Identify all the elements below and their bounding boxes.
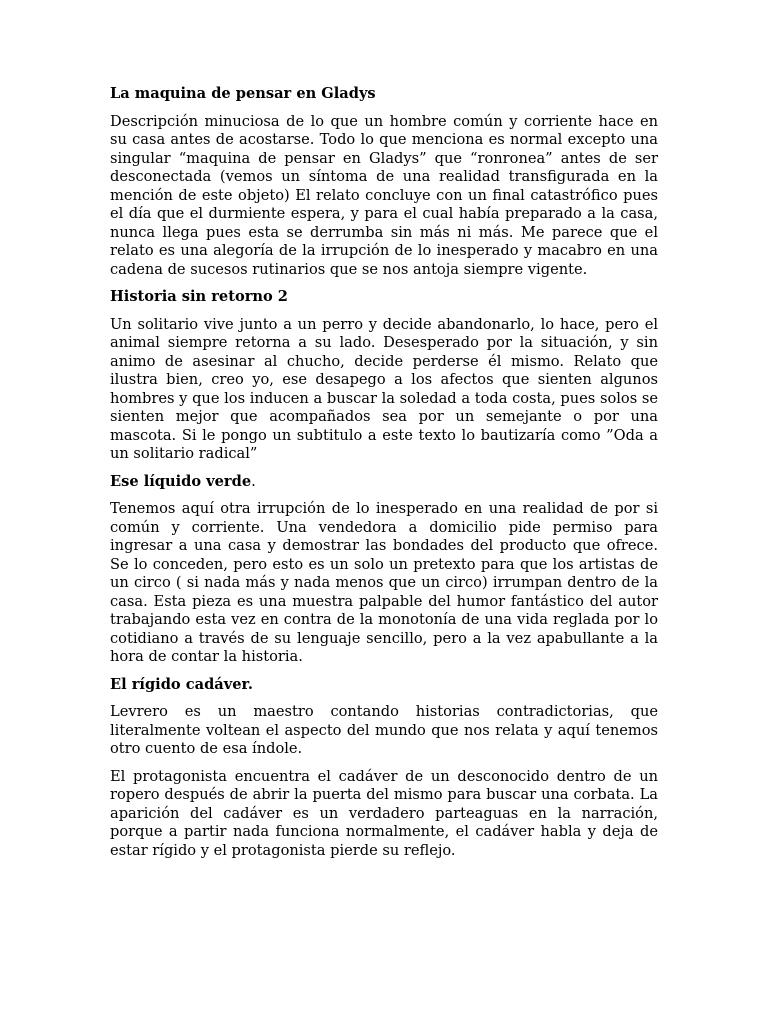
document-body <box>110 85 658 869</box>
paragraph-historia-sin-retorno: Un solitario vive junto a un perro y decide abandonarlo, lo hace, pero el animal siempre retorna a su lado. Desesperado por la situación, y sin animo de asesinar al chucho, decide perderse él mismo. Relato que ilustra bien, creo yo, ese desapego a los afectos que sienten algunos hombres y que los inducen a buscar la soledad a toda costa, pues solos se sienten mejor que acompañados sea por un semejante o por una mascota. Si le pongo un subtitulo a este texto lo bautizaría como ”Oda a un solitario radical” <box>110 315 658 462</box>
paragraph-liquido-verde: Tenemos aquí otra irrupción de lo inesperado en una realidad de por si común y corriente. Una vendedora a domicilio pide permiso para ingresar a una casa y demostrar las bondades del producto que ofrece. Se lo conceden, pero esto es un solo un pretexto para que los artistas de un circo ( si nada más y nada menos que un circo) irrumpan dentro de la casa. Esta pieza es una muestra palpable del humor fantástico del autor trabajando esta vez en contra de la monotonía de una vida reglada por lo cotidiano a través de su lenguaje sencillo, pero a la vez apabullante a la hora de contar la historia. <box>110 500 658 665</box>
heading-text: El rígido cadáver. <box>110 675 253 693</box>
section-heading-rigido-cadaver <box>110 676 658 695</box>
heading-suffix: . <box>251 472 256 490</box>
heading-text: La maquina de pensar en Gladys <box>110 85 376 102</box>
paragraph-gladys: Descripción minuciosa de lo que un hombre común y corriente hace en su casa antes de acostarse. Todo lo que menciona es normal excepto una singular “maquina de pensar en Gladys” que “ronronea” antes de ser desconectada (vemos un síntoma de una realidad transfigurada en la mención de este objeto) El relato concluye con un final catastrófico pues el día que el durmiente espera, y para el cual había preparado a la casa, nunca llega pues esta se derrumba sin más ni más. Me parece que el relato es una alegoría de la irrupción de lo inesperado y macabro en una cadena de sucesos rutinarios que se nos antoja siempre vigente. <box>110 112 658 278</box>
section-heading-gladys <box>110 85 658 104</box>
paragraph-rigido-cadaver-1: Levrero es un maestro contando historias contradictorias, que literalmente voltean el aspecto del mundo que nos relata y aquí tenemos otro cuento de esa índole. <box>110 703 658 757</box>
section-heading-historia-sin-retorno <box>110 288 658 307</box>
section-heading-liquido-verde <box>110 473 658 492</box>
heading-text: Ese líquido verde <box>110 472 252 490</box>
heading-text: Historia sin retorno 2 <box>110 288 288 305</box>
paragraph-rigido-cadaver-2: El protagonista encuentra el cadáver de un desconocido dentro de un ropero después de abrir la puerta del mismo para buscar una corbata. La aparición del cadáver es un verdadero parteaguas en la narración, porque a partir nada funciona normalmente, el cadáver habla y deja de estar rígido y el protagonista pierde su reflejo. <box>110 767 658 859</box>
